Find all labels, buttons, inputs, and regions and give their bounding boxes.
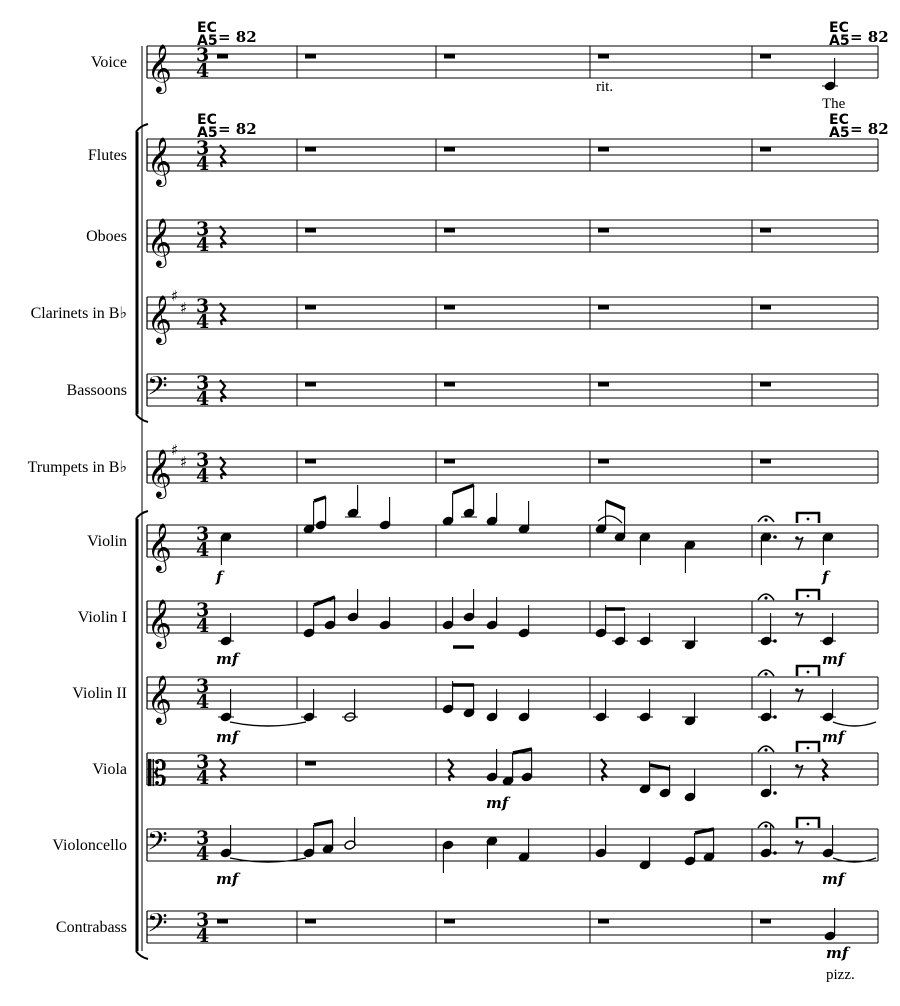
- beam: [513, 749, 532, 753]
- dynamic-mf: mf: [216, 870, 239, 888]
- whole-rest-icon: [305, 54, 316, 59]
- staff-label: Bassoons: [66, 382, 127, 399]
- whole-rest-icon: [760, 382, 771, 387]
- time-signature-numerator: 3: [196, 295, 210, 317]
- time-signature-numerator: 3: [196, 675, 210, 697]
- tempo-mark-flutes-left: [197, 112, 257, 141]
- eighth-rest-icon: [797, 765, 803, 778]
- dynamic-mf: mf: [822, 728, 845, 746]
- quarter-rest-icon: [220, 759, 226, 781]
- whole-rest-icon: [598, 54, 609, 59]
- sharp-icon: ♯: [180, 299, 188, 317]
- whole-rest-icon: [305, 305, 316, 310]
- treble-clef-icon: 𝄞: [147, 294, 172, 343]
- time-signature-numerator: 3: [196, 827, 210, 849]
- quarter-rest-icon: [822, 759, 828, 781]
- time-signature-denominator: 4: [196, 311, 210, 333]
- bass-clef-icon: 𝄢: [147, 370, 168, 408]
- staff-trumpets: [147, 441, 878, 499]
- svg-text:A5: A5: [829, 125, 850, 141]
- treble-clef-icon: 𝄞: [147, 522, 172, 571]
- time-signature-numerator: 3: [196, 44, 210, 66]
- staff-label: Violin: [87, 533, 127, 550]
- staff-bassoons: [147, 370, 878, 410]
- staff-oboes: [147, 217, 878, 268]
- whole-rest-icon: [305, 147, 316, 152]
- staff-label: Voice: [90, 54, 127, 71]
- treble-clef-icon: 𝄞: [147, 448, 172, 497]
- beam: [650, 765, 670, 769]
- staff-label: Violoncello: [52, 837, 127, 854]
- staff-clarinets: [147, 287, 878, 345]
- dynamic-mf: mf: [822, 870, 845, 888]
- beam: [606, 501, 625, 509]
- fermata-icon: [764, 596, 767, 599]
- time-signature-numerator: 3: [196, 218, 210, 240]
- staff-contrabass: [147, 907, 878, 947]
- time-signature-denominator: 4: [196, 615, 210, 637]
- whole-rest-icon: [598, 147, 609, 152]
- whole-rest-icon: [444, 382, 455, 387]
- augmentation-dot: [773, 715, 777, 719]
- tempo-text: = 82: [218, 28, 257, 46]
- staves-layer: [147, 43, 878, 947]
- whole-rest-icon: [760, 147, 771, 152]
- beam: [695, 829, 714, 833]
- dynamic-mf: mf: [826, 944, 849, 962]
- dynamic-mf: mf: [822, 650, 845, 668]
- svg-text:A5: A5: [197, 33, 218, 49]
- whole-rest-icon: [598, 382, 609, 387]
- bow-mark-icon: [807, 747, 810, 750]
- notes-layer: [215, 54, 876, 962]
- beam: [453, 485, 474, 493]
- ritardando-text: rit.: [596, 79, 614, 95]
- whole-rest-icon: [598, 919, 609, 924]
- whole-rest-icon: [598, 305, 609, 310]
- quarter-rest-icon: [220, 226, 226, 248]
- quarter-rest-icon: [601, 759, 607, 781]
- tie: [833, 722, 876, 726]
- sharp-icon: ♯: [171, 287, 179, 305]
- bass-clef-icon: 𝄢: [147, 825, 168, 863]
- dynamic-mf: mf: [216, 650, 239, 668]
- fermata-icon: [764, 518, 767, 521]
- whole-rest-icon: [444, 305, 455, 310]
- augmentation-dot: [773, 639, 777, 643]
- staff-violoncello: [147, 825, 878, 865]
- quarter-rest-icon: [448, 759, 454, 781]
- time-signature-numerator: 3: [196, 372, 210, 394]
- treble-clef-icon: 𝄞: [147, 598, 172, 647]
- fermata-icon: [764, 748, 767, 751]
- bass-clef-icon: 𝄢: [147, 907, 168, 945]
- treble-clef-icon: 𝄞: [147, 43, 172, 92]
- whole-rest-icon: [305, 382, 316, 387]
- svg-text:EC: EC: [197, 112, 217, 128]
- bow-mark-icon: [807, 671, 810, 674]
- whole-rest-icon: [760, 459, 771, 464]
- fermata-icon: [764, 672, 767, 675]
- whole-rest-icon: [444, 54, 455, 59]
- time-signature-denominator: 4: [196, 465, 210, 487]
- tempo-text: = 82: [218, 120, 257, 138]
- labels-layer: [28, 46, 148, 959]
- tempo-text: = 82: [850, 120, 889, 138]
- time-signature-denominator: 4: [196, 388, 210, 410]
- whole-rest-icon: [444, 459, 455, 464]
- tie: [230, 722, 306, 726]
- whole-rest-icon: [217, 54, 228, 59]
- dynamic-mf: mf: [486, 794, 509, 812]
- eighth-rest-icon: [797, 537, 803, 550]
- staff-label: Clarinets in B♭: [30, 305, 127, 322]
- staff-label: Viola: [92, 761, 127, 778]
- whole-rest-icon: [598, 459, 609, 464]
- whole-rest-icon: [760, 305, 771, 310]
- time-signature-denominator: 4: [196, 843, 210, 865]
- sharp-icon: ♯: [180, 453, 188, 471]
- bow-mark-icon: [807, 595, 810, 598]
- whole-rest-icon: [760, 228, 771, 233]
- time-signature-numerator: 3: [196, 751, 210, 773]
- whole-rest-icon: [444, 228, 455, 233]
- whole-rest-icon: [760, 919, 771, 924]
- whole-rest-icon: [305, 459, 316, 464]
- quarter-rest-icon: [220, 145, 226, 167]
- whole-rest-icon: [305, 919, 316, 924]
- whole-rest-icon: [305, 761, 316, 766]
- sharp-icon: ♯: [171, 441, 179, 459]
- tempo-text: = 82: [850, 28, 889, 46]
- time-signature-numerator: 3: [196, 449, 210, 471]
- staff-label: Trumpets in B♭: [27, 459, 127, 476]
- quarter-rest-icon: [220, 457, 226, 479]
- time-signature-denominator: 4: [196, 767, 210, 789]
- treble-clef-icon: 𝄞: [147, 674, 172, 723]
- svg-text:A5: A5: [197, 125, 218, 141]
- staff-label: Violin II: [72, 685, 127, 702]
- time-signature-denominator: 4: [196, 539, 210, 561]
- time-signature-denominator: 4: [196, 234, 210, 256]
- staff-flutes: [147, 136, 878, 187]
- staff-voice: [147, 43, 878, 94]
- staff-label: Oboes: [86, 228, 127, 245]
- dynamic-f: f: [216, 568, 223, 586]
- whole-rest-icon: [598, 228, 609, 233]
- time-signature-denominator: 4: [196, 60, 210, 82]
- bracket-hook: [136, 951, 148, 959]
- pizzicato-text: pizz.: [826, 967, 855, 983]
- svg-text:A5: A5: [829, 33, 850, 49]
- eighth-rest-icon: [797, 689, 803, 702]
- tempo-mark-top-right: [829, 20, 889, 49]
- staff-label: Flutes: [87, 147, 127, 164]
- tempo-mark-flutes-right: [829, 112, 889, 141]
- dynamic-mf: mf: [216, 728, 239, 746]
- augmentation-dot: [773, 791, 777, 795]
- whole-rest-icon: [217, 919, 228, 924]
- augmentation-dot: [773, 851, 777, 855]
- whole-rest-icon: [305, 228, 316, 233]
- time-signature-numerator: 3: [196, 523, 210, 545]
- treble-clef-icon: 𝄞: [147, 217, 172, 266]
- svg-text:EC: EC: [829, 20, 849, 36]
- beam: [314, 821, 333, 825]
- augmentation-dot: [773, 535, 777, 539]
- tempo-mark-top-left: [197, 20, 257, 49]
- eighth-rest-icon: [797, 613, 803, 626]
- time-signature-denominator: 4: [196, 925, 210, 947]
- fermata-icon: [764, 824, 767, 827]
- bow-mark-icon: [807, 823, 810, 826]
- time-signature-denominator: 4: [196, 691, 210, 713]
- whole-rest-icon: [444, 147, 455, 152]
- staff-label: Contrabass: [55, 919, 127, 936]
- treble-clef-icon: 𝄞: [147, 136, 172, 185]
- beam: [314, 497, 326, 501]
- quarter-rest-icon: [220, 380, 226, 402]
- time-signature-denominator: 4: [196, 153, 210, 175]
- whole-rest-icon: [760, 54, 771, 59]
- dynamic-f: f: [822, 568, 829, 586]
- bow-mark-icon: [807, 518, 810, 521]
- staff-label: Violin I: [77, 609, 127, 626]
- time-signature-numerator: 3: [196, 137, 210, 159]
- svg-text:EC: EC: [197, 20, 217, 36]
- eighth-rest-icon: [797, 841, 803, 854]
- staff-violin: [147, 522, 878, 573]
- quarter-rest-icon: [220, 303, 226, 325]
- lyric-text: The: [822, 96, 846, 112]
- svg-text:EC: EC: [829, 112, 849, 128]
- time-signature-numerator: 3: [196, 599, 210, 621]
- slur: [598, 516, 622, 523]
- time-signature-numerator: 3: [196, 909, 210, 931]
- alto-clef-icon: 𝄡: [148, 754, 167, 794]
- whole-rest-icon: [444, 919, 455, 924]
